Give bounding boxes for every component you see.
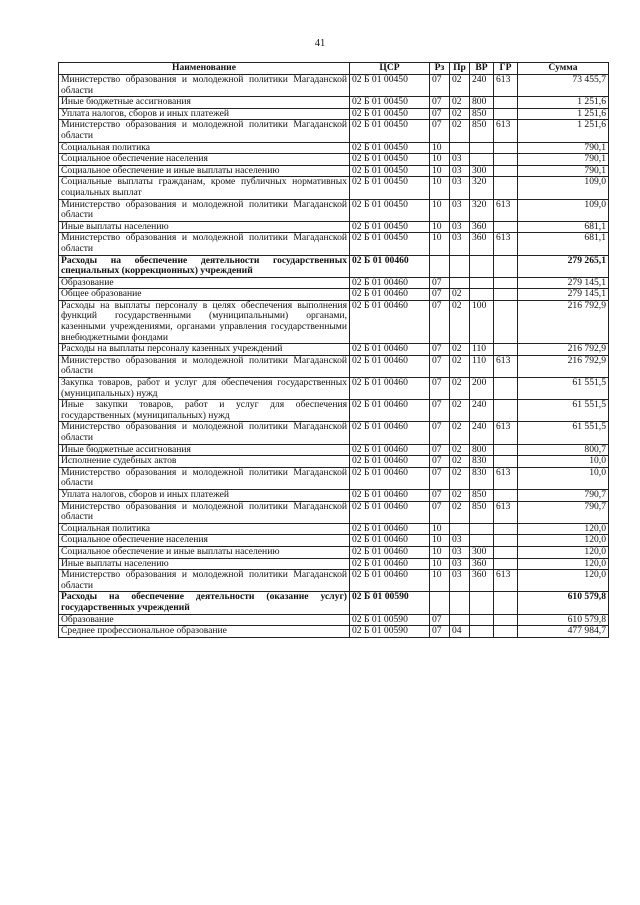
cell-csr: 02 Б 01 00460 [350, 570, 430, 592]
cell-sum: 790,1 [518, 165, 609, 177]
cell-sum: 1 251,6 [518, 120, 609, 142]
cell-vr: 100 [470, 300, 494, 343]
cell-csr: 02 Б 01 00460 [350, 355, 430, 377]
cell-rz: 07 [430, 108, 450, 120]
cell-vr: 830 [470, 467, 494, 489]
cell-gr: 613 [494, 233, 518, 255]
cell-csr: 02 Б 01 00460 [350, 344, 430, 356]
cell-rz: 10 [430, 177, 450, 199]
cell-gr [494, 154, 518, 166]
cell-vr: 830 [470, 456, 494, 468]
cell-pr [450, 614, 470, 626]
cell-vr: 300 [470, 546, 494, 558]
cell-rz: 07 [430, 277, 450, 289]
cell-sum: 610 579,8 [518, 614, 609, 626]
cell-gr [494, 289, 518, 301]
cell-sum: 61 551,5 [518, 378, 609, 400]
table-row [59, 400, 609, 422]
cell-name: Образование [59, 277, 350, 289]
cell-sum: 681,1 [518, 221, 609, 233]
cell-gr [494, 108, 518, 120]
cell-rz: 07 [430, 97, 450, 109]
cell-pr: 03 [450, 535, 470, 547]
cell-gr: 613 [494, 422, 518, 444]
cell-sum: 120,0 [518, 558, 609, 570]
cell-sum: 279 265,1 [518, 255, 609, 277]
cell-sum: 120,0 [518, 570, 609, 592]
table-row [59, 300, 609, 343]
cell-rz: 10 [430, 546, 450, 558]
cell-pr: 03 [450, 199, 470, 221]
cell-csr: 02 Б 01 00460 [350, 400, 430, 422]
cell-rz: 07 [430, 400, 450, 422]
cell-gr [494, 378, 518, 400]
cell-csr: 02 Б 01 00450 [350, 75, 430, 97]
cell-name: Иные выплаты населению [59, 558, 350, 570]
cell-vr [470, 289, 494, 301]
cell-pr: 02 [450, 75, 470, 97]
cell-csr: 02 Б 01 00450 [350, 120, 430, 142]
cell-pr [450, 142, 470, 154]
cell-vr: 360 [470, 221, 494, 233]
cell-sum: 790,7 [518, 501, 609, 523]
cell-vr [470, 142, 494, 154]
cell-sum: 681,1 [518, 233, 609, 255]
table-row [59, 199, 609, 221]
cell-sum: 790,1 [518, 142, 609, 154]
cell-vr: 240 [470, 75, 494, 97]
cell-csr: 02 Б 01 00460 [350, 378, 430, 400]
cell-sum: 109,0 [518, 199, 609, 221]
table-row [59, 523, 609, 535]
cell-vr: 320 [470, 199, 494, 221]
cell-name: Расходы на обеспечение деятельности государственных специальных (коррекционных) учреждений [59, 255, 350, 277]
cell-name: Социальное обеспечение населения [59, 535, 350, 547]
cell-vr: 360 [470, 233, 494, 255]
cell-name: Расходы на выплаты персоналу казенных учреждений [59, 344, 350, 356]
cell-sum: 120,0 [518, 535, 609, 547]
cell-gr [494, 489, 518, 501]
cell-vr: 110 [470, 344, 494, 356]
cell-vr: 850 [470, 489, 494, 501]
cell-name: Социальная политика [59, 142, 350, 154]
cell-csr: 02 Б 01 00590 [350, 626, 430, 638]
table-row [59, 535, 609, 547]
table-row [59, 355, 609, 377]
cell-vr: 800 [470, 444, 494, 456]
header-sum: Сумма [518, 63, 609, 75]
cell-pr: 02 [450, 289, 470, 301]
cell-rz: 07 [430, 300, 450, 343]
cell-pr [450, 277, 470, 289]
table-row [59, 626, 609, 638]
cell-gr: 613 [494, 467, 518, 489]
header-pr: Пр [450, 63, 470, 75]
cell-gr [494, 221, 518, 233]
cell-pr: 02 [450, 501, 470, 523]
cell-pr: 02 [450, 355, 470, 377]
cell-name: Социальное обеспечение населения [59, 154, 350, 166]
cell-sum: 73 455,7 [518, 75, 609, 97]
table-row [59, 75, 609, 97]
cell-csr: 02 Б 01 00450 [350, 233, 430, 255]
cell-rz: 10 [430, 221, 450, 233]
cell-rz: 07 [430, 75, 450, 97]
cell-pr: 04 [450, 626, 470, 638]
cell-gr [494, 558, 518, 570]
cell-csr: 02 Б 01 00450 [350, 177, 430, 199]
cell-gr [494, 177, 518, 199]
cell-pr: 02 [450, 467, 470, 489]
table-row [59, 444, 609, 456]
table-row [59, 289, 609, 301]
cell-vr: 200 [470, 378, 494, 400]
cell-pr: 02 [450, 489, 470, 501]
cell-pr: 03 [450, 154, 470, 166]
cell-sum: 216 792,9 [518, 355, 609, 377]
table-row [59, 221, 609, 233]
cell-gr: 613 [494, 355, 518, 377]
cell-vr: 110 [470, 355, 494, 377]
table-row [59, 255, 609, 277]
cell-csr: 02 Б 01 00450 [350, 97, 430, 109]
cell-sum: 790,7 [518, 489, 609, 501]
cell-name: Образование [59, 614, 350, 626]
cell-sum: 477 984,7 [518, 626, 609, 638]
cell-gr [494, 277, 518, 289]
cell-pr: 02 [450, 456, 470, 468]
table-body [59, 75, 609, 638]
cell-rz: 07 [430, 120, 450, 142]
cell-name: Иные выплаты населению [59, 221, 350, 233]
cell-sum: 10,0 [518, 467, 609, 489]
cell-name: Иные закупки товаров, работ и услуг для обеспечения государственных (муниципальных) нужд [59, 400, 350, 422]
header-gr: ГР [494, 63, 518, 75]
cell-csr: 02 Б 01 00450 [350, 108, 430, 120]
table-row [59, 97, 609, 109]
cell-name: Расходы на выплаты персоналу в целях обеспечения выполнения функций государственными (муниципальными) органами, казенными учреждениями, органами управления государственными внебюджетными фондами [59, 300, 350, 343]
cell-name: Расходы на обеспечение деятельности (оказание услуг) государственных учреждений [59, 592, 350, 614]
table-row [59, 570, 609, 592]
table-row [59, 422, 609, 444]
cell-vr: 800 [470, 97, 494, 109]
cell-name: Министерство образования и молодежной политики Магаданской области [59, 467, 350, 489]
cell-rz [430, 255, 450, 277]
cell-csr: 02 Б 01 00460 [350, 289, 430, 301]
cell-gr [494, 523, 518, 535]
cell-sum: 61 551,5 [518, 400, 609, 422]
cell-pr: 03 [450, 546, 470, 558]
cell-csr: 02 Б 01 00460 [350, 546, 430, 558]
header-name: Наименование [59, 63, 350, 75]
table-row [59, 154, 609, 166]
cell-sum: 120,0 [518, 546, 609, 558]
cell-csr: 02 Б 01 00460 [350, 489, 430, 501]
cell-gr [494, 344, 518, 356]
cell-rz: 10 [430, 535, 450, 547]
cell-rz: 07 [430, 289, 450, 301]
cell-sum: 10,0 [518, 456, 609, 468]
cell-sum: 610 579,8 [518, 592, 609, 614]
cell-vr [470, 255, 494, 277]
cell-csr: 02 Б 01 00460 [350, 535, 430, 547]
cell-gr [494, 626, 518, 638]
cell-csr: 02 Б 01 00450 [350, 221, 430, 233]
cell-name: Исполнение судебных актов [59, 456, 350, 468]
table-row [59, 177, 609, 199]
cell-pr: 03 [450, 165, 470, 177]
cell-name: Министерство образования и молодежной политики Магаданской области [59, 120, 350, 142]
table-row [59, 546, 609, 558]
cell-pr: 03 [450, 233, 470, 255]
cell-rz: 07 [430, 626, 450, 638]
cell-vr: 240 [470, 400, 494, 422]
cell-vr: 850 [470, 501, 494, 523]
table-header-row [59, 63, 609, 75]
cell-rz: 07 [430, 378, 450, 400]
cell-pr: 03 [450, 221, 470, 233]
cell-vr [470, 277, 494, 289]
table-row [59, 467, 609, 489]
cell-vr: 360 [470, 558, 494, 570]
cell-gr [494, 300, 518, 343]
table-row [59, 142, 609, 154]
cell-sum: 800,7 [518, 444, 609, 456]
cell-vr [470, 535, 494, 547]
cell-name: Социальная политика [59, 523, 350, 535]
cell-name: Социальное обеспечение и иные выплаты населению [59, 165, 350, 177]
cell-vr: 850 [470, 120, 494, 142]
cell-name: Министерство образования и молодежной политики Магаданской области [59, 233, 350, 255]
cell-vr: 320 [470, 177, 494, 199]
cell-rz: 10 [430, 233, 450, 255]
cell-gr: 613 [494, 120, 518, 142]
cell-csr: 02 Б 01 00460 [350, 501, 430, 523]
header-csr: ЦСР [350, 63, 430, 75]
cell-pr: 02 [450, 344, 470, 356]
cell-vr: 240 [470, 422, 494, 444]
cell-rz: 07 [430, 489, 450, 501]
cell-pr: 02 [450, 400, 470, 422]
cell-name: Министерство образования и молодежной политики Магаданской области [59, 501, 350, 523]
cell-rz: 07 [430, 422, 450, 444]
header-rz: Рз [430, 63, 450, 75]
cell-pr: 03 [450, 177, 470, 199]
cell-name: Иные бюджетные ассигнования [59, 444, 350, 456]
cell-rz: 10 [430, 570, 450, 592]
cell-pr: 03 [450, 558, 470, 570]
cell-rz: 07 [430, 355, 450, 377]
cell-vr: 360 [470, 570, 494, 592]
cell-vr [470, 626, 494, 638]
cell-gr [494, 165, 518, 177]
table-row [59, 165, 609, 177]
cell-csr: 02 Б 01 00460 [350, 300, 430, 343]
cell-name: Общее образование [59, 289, 350, 301]
cell-csr: 02 Б 01 00450 [350, 154, 430, 166]
cell-pr: 02 [450, 444, 470, 456]
cell-gr: 613 [494, 75, 518, 97]
cell-sum: 120,0 [518, 523, 609, 535]
cell-gr [494, 614, 518, 626]
page-number: 41 [314, 38, 326, 49]
table-row [59, 344, 609, 356]
cell-gr [494, 142, 518, 154]
cell-sum: 279 145,1 [518, 277, 609, 289]
cell-csr: 02 Б 01 00460 [350, 444, 430, 456]
cell-name: Уплата налогов, сборов и иных платежей [59, 489, 350, 501]
cell-rz: 07 [430, 614, 450, 626]
cell-csr: 02 Б 01 00450 [350, 199, 430, 221]
cell-name: Социальные выплаты гражданам, кроме публичных нормативных социальных выплат [59, 177, 350, 199]
cell-sum: 216 792,9 [518, 300, 609, 343]
cell-vr: 850 [470, 108, 494, 120]
cell-pr: 02 [450, 422, 470, 444]
cell-sum: 61 551,5 [518, 422, 609, 444]
cell-rz: 07 [430, 444, 450, 456]
cell-name: Министерство образования и молодежной политики Магаданской области [59, 422, 350, 444]
cell-csr: 02 Б 01 00460 [350, 277, 430, 289]
cell-pr: 02 [450, 378, 470, 400]
cell-sum: 279 145,1 [518, 289, 609, 301]
cell-gr: 613 [494, 570, 518, 592]
table-row [59, 501, 609, 523]
cell-rz [430, 592, 450, 614]
table-row [59, 378, 609, 400]
cell-gr: 613 [494, 199, 518, 221]
table-row [59, 489, 609, 501]
cell-pr: 02 [450, 108, 470, 120]
cell-gr [494, 255, 518, 277]
cell-name: Среднее профессиональное образование [59, 626, 350, 638]
cell-gr [494, 592, 518, 614]
cell-rz: 10 [430, 165, 450, 177]
cell-pr [450, 255, 470, 277]
cell-sum: 216 792,9 [518, 344, 609, 356]
cell-csr: 02 Б 01 00590 [350, 592, 430, 614]
cell-gr [494, 444, 518, 456]
cell-sum: 790,1 [518, 154, 609, 166]
cell-vr [470, 523, 494, 535]
cell-csr: 02 Б 01 00450 [350, 165, 430, 177]
cell-rz: 07 [430, 467, 450, 489]
cell-gr [494, 456, 518, 468]
table-row [59, 120, 609, 142]
cell-rz: 10 [430, 154, 450, 166]
table-row [59, 233, 609, 255]
cell-pr [450, 523, 470, 535]
cell-rz: 07 [430, 501, 450, 523]
cell-name: Уплата налогов, сборов и иных платежей [59, 108, 350, 120]
cell-csr: 02 Б 01 00590 [350, 614, 430, 626]
cell-rz: 07 [430, 344, 450, 356]
cell-name: Министерство образования и молодежной политики Магаданской области [59, 570, 350, 592]
cell-rz: 10 [430, 142, 450, 154]
cell-pr [450, 592, 470, 614]
cell-name: Министерство образования и молодежной политики Магаданской области [59, 75, 350, 97]
cell-gr: 613 [494, 501, 518, 523]
cell-csr: 02 Б 01 00460 [350, 523, 430, 535]
cell-gr [494, 97, 518, 109]
cell-name: Министерство образования и молодежной политики Магаданской области [59, 355, 350, 377]
cell-csr: 02 Б 01 00450 [350, 142, 430, 154]
header-vr: ВР [470, 63, 494, 75]
cell-csr: 02 Б 01 00460 [350, 422, 430, 444]
cell-vr [470, 592, 494, 614]
cell-rz: 10 [430, 558, 450, 570]
cell-rz: 10 [430, 199, 450, 221]
cell-gr [494, 546, 518, 558]
budget-table [58, 62, 609, 638]
cell-rz: 07 [430, 456, 450, 468]
cell-sum: 109,0 [518, 177, 609, 199]
cell-name: Иные бюджетные ассигнования [59, 97, 350, 109]
cell-csr: 02 Б 01 00460 [350, 255, 430, 277]
cell-pr: 03 [450, 570, 470, 592]
cell-sum: 1 251,6 [518, 108, 609, 120]
table-row [59, 277, 609, 289]
cell-pr: 02 [450, 97, 470, 109]
cell-gr [494, 535, 518, 547]
table-row [59, 614, 609, 626]
cell-gr [494, 400, 518, 422]
cell-vr [470, 154, 494, 166]
table-row [59, 592, 609, 614]
table-row [59, 456, 609, 468]
table-row [59, 558, 609, 570]
cell-name: Закупка товаров, работ и услуг для обеспечения государственных (муниципальных) нужд [59, 378, 350, 400]
cell-csr: 02 Б 01 00460 [350, 467, 430, 489]
cell-name: Социальное обеспечение и иные выплаты населению [59, 546, 350, 558]
cell-pr: 02 [450, 120, 470, 142]
cell-sum: 1 251,6 [518, 97, 609, 109]
cell-rz: 10 [430, 523, 450, 535]
cell-csr: 02 Б 01 00460 [350, 456, 430, 468]
cell-vr: 300 [470, 165, 494, 177]
cell-vr [470, 614, 494, 626]
table-row [59, 108, 609, 120]
cell-pr: 02 [450, 300, 470, 343]
cell-name: Министерство образования и молодежной политики Магаданской области [59, 199, 350, 221]
cell-csr: 02 Б 01 00460 [350, 558, 430, 570]
